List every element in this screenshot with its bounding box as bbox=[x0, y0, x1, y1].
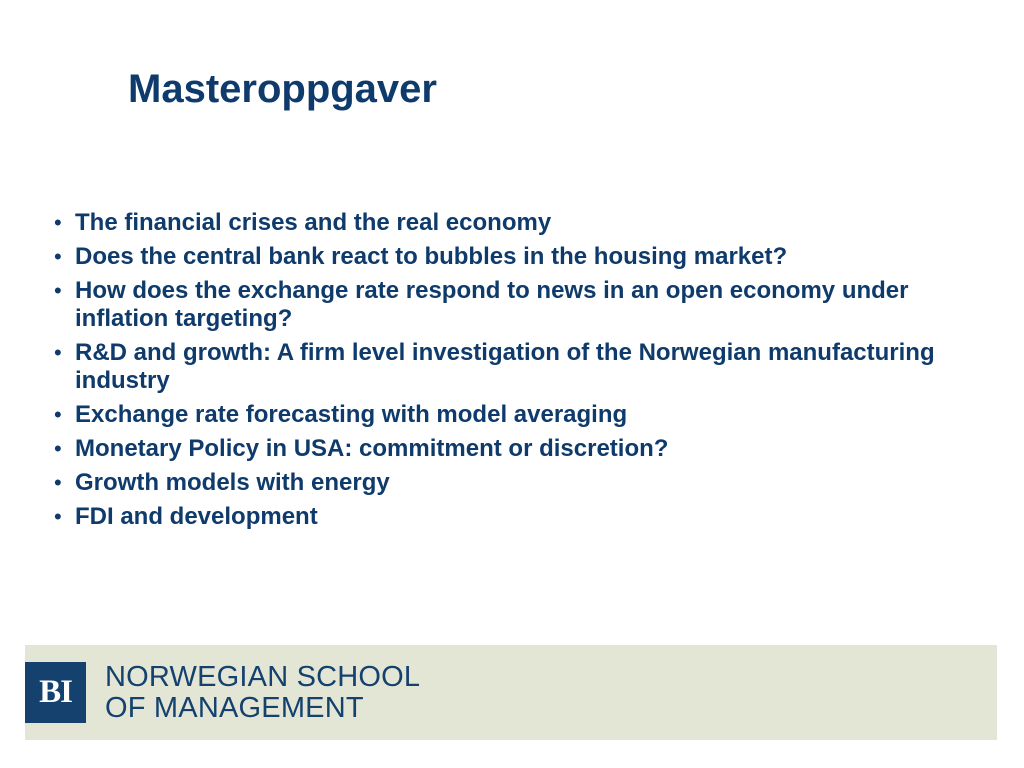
bullet-dot-icon: • bbox=[54, 402, 62, 427]
bullet-text: Growth models with energy bbox=[75, 469, 390, 496]
bullet-item bbox=[54, 503, 954, 531]
bullet-text: FDI and development bbox=[75, 503, 318, 530]
bullet-dot-icon: • bbox=[54, 504, 62, 529]
bullet-text: Monetary Policy in USA: commitment or discretion? bbox=[75, 435, 669, 462]
bullet-item bbox=[54, 435, 954, 463]
bullet-text: How does the exchange rate respond to news in an open economy under inflation targeting? bbox=[75, 277, 909, 332]
bullet-item bbox=[54, 469, 954, 497]
bullet-text: R&D and growth: A firm level investigation of the Norwegian manufacturing industry bbox=[75, 339, 935, 394]
bullet-dot-icon: • bbox=[54, 340, 62, 365]
bullet-item bbox=[54, 277, 954, 333]
bullet-item bbox=[54, 243, 954, 271]
school-name-line-2: OF MANAGEMENT bbox=[105, 692, 364, 724]
bullet-dot-icon: • bbox=[54, 278, 62, 303]
bullet-item bbox=[54, 401, 954, 429]
bullet-item bbox=[54, 209, 954, 237]
slide-title: Masteroppgaver bbox=[128, 67, 437, 111]
bullet-dot-icon: • bbox=[54, 210, 62, 235]
bullet-item bbox=[54, 339, 954, 395]
bullet-text: Does the central bank react to bubbles in the housing market? bbox=[75, 243, 788, 270]
school-name-line-1: NORWEGIAN SCHOOL bbox=[105, 661, 421, 693]
bullet-text: Exchange rate forecasting with model averaging bbox=[75, 401, 628, 428]
bullet-dot-icon: • bbox=[54, 470, 62, 495]
school-name bbox=[105, 662, 420, 724]
footer-band bbox=[25, 645, 997, 740]
bullet-dot-icon: • bbox=[54, 244, 62, 269]
bullet-list bbox=[54, 209, 954, 537]
bi-logo-icon: BI bbox=[25, 662, 86, 723]
bullet-dot-icon: • bbox=[54, 436, 62, 461]
bullet-text: The financial crises and the real economy bbox=[75, 209, 552, 236]
